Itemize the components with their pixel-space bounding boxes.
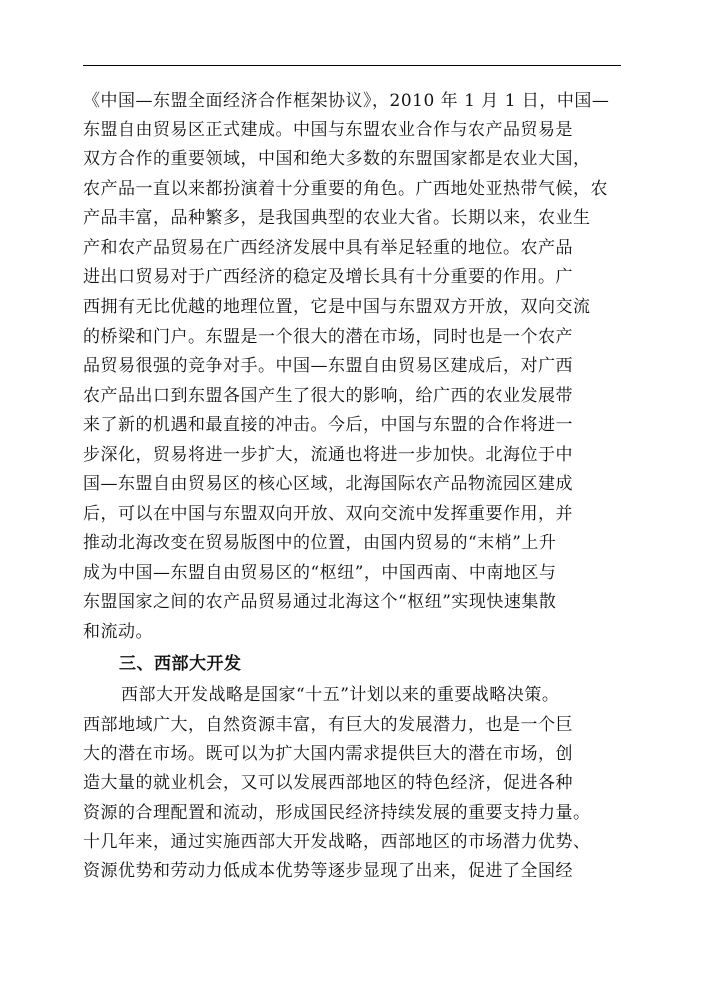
text-line: 来了新的机遇和最直接的冲击。今后，中国与东盟的合作将进一	[83, 415, 573, 435]
text-line: 十几年来，通过实施西部大开发战略，西部地区的市场潜力优势、	[83, 832, 591, 852]
text-line: 资源的合理配置和流动，形成国民经济持续发展的重要支持力量。	[83, 803, 591, 823]
text-line: 东盟国家之间的农产品贸易通过北海这个“枢纽”实现快速集散	[83, 592, 557, 612]
text-line: 的桥梁和门户。东盟是一个很大的潜在市场，同时也是一个农产	[83, 327, 573, 347]
header-rule	[83, 65, 621, 66]
text-line: 国—东盟自由贸易区的核心区域，北海国际农产品物流园区建成	[83, 474, 573, 494]
text-line: 农产品出口到东盟各国产生了很大的影响，给广西的农业发展带	[83, 386, 573, 406]
text-line: 推动北海改变在贸易版图中的位置，由国内贸易的“末梢”上升	[83, 533, 557, 553]
text-line: 产品丰富，品种繁多，是我国典型的农业大省。长期以来，农业生	[83, 208, 591, 228]
text-line: 资源优势和劳动力低成本优势等逐步显现了出来，促进了全国经	[83, 861, 573, 881]
text-line: 造大量的就业机会，又可以发展西部地区的特色经济，促进各种	[83, 773, 573, 793]
text-line: 品贸易很强的竞争对手。中国—东盟自由贸易区建成后，对广西	[83, 356, 573, 376]
text-line: 双方合作的重要领域，中国和绝大多数的东盟国家都是农业大国，	[83, 149, 591, 169]
text-line: 后，可以在中国与东盟双向开放、双向交流中发挥重要作用，并	[83, 504, 573, 524]
section-heading: 三、西部大开发	[119, 654, 242, 674]
text-line: 和流动。	[83, 622, 153, 642]
text-line: 大的潜在市场。既可以为扩大国内需求提供巨大的潜在市场，创	[83, 744, 573, 764]
text-line: 西拥有无比优越的地理位置，它是中国与东盟双方开放，双向交流	[83, 297, 591, 317]
text-line: 《中国—东盟全面经济合作框架协议》，2010 年 1 月 1 日，中国—	[83, 91, 610, 111]
text-line: 步深化，贸易将进一步扩大，流通也将进一步加快。北海位于中	[83, 445, 573, 465]
text-line: 东盟自由贸易区正式建成。中国与东盟农业合作与农产品贸易是	[83, 120, 573, 140]
text-line: 西部大开发战略是国家“十五”计划以来的重要战略决策。	[121, 685, 560, 705]
text-line: 产和农产品贸易在广西经济发展中具有举足轻重的地位。农产品	[83, 238, 573, 258]
text-line: 成为中国—东盟自由贸易区的“枢纽”，中国西南、中南地区与	[83, 563, 557, 583]
text-line: 农产品一直以来都扮演着十分重要的角色。广西地处亚热带气候，农	[83, 179, 608, 199]
text-line: 进出口贸易对于广西经济的稳定及增长具有十分重要的作用。广	[83, 267, 573, 287]
text-line: 西部地域广大，自然资源丰富，有巨大的发展潜力，也是一个巨	[83, 715, 573, 735]
